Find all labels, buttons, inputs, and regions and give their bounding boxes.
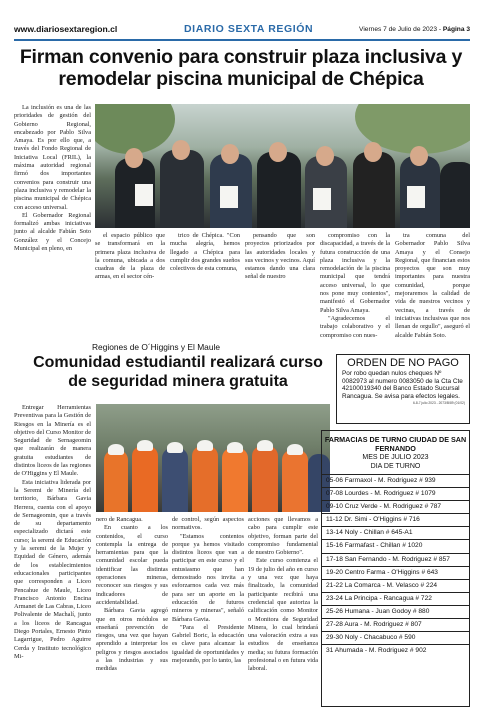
pharmacy-subtitle: DIA DE TURNO (370, 463, 421, 470)
article1-col2-para: el espacio público que se transformará en la primera plaza inclusiva de la comuna, ubicada a dos cuadras de la plaza de armas, en el sector cén- (95, 232, 165, 281)
pharmacy-row: 19-20 Centro Farma - O'Higgins # 643 (322, 567, 469, 580)
photo-worker (252, 446, 278, 512)
article2-column-4 (248, 516, 318, 674)
photo-figure-head (125, 148, 143, 168)
article1-column-6 (395, 232, 470, 340)
article1-col1-para-2: El Gobernador Regional formalizó ambas iniciativas junto al alcalde Fabián Soto González y el Concejo Municipal en pleno, en (14, 211, 91, 253)
article2-headline: Comunidad estudiantil realizará curso de seguridad minera gratuita (33, 354, 323, 390)
photo-figure (160, 150, 204, 228)
article2-column-3 (172, 516, 244, 665)
no-payment-notice (336, 354, 470, 424)
photo-helmet (227, 442, 243, 453)
photo-worker (192, 446, 218, 512)
pharmacy-title: FARMACIAS DE TURNO CIUDAD DE SAN FERNANDO (324, 435, 467, 453)
article2-col4-para-2: Este curso comienza el 19 de julio del año en curso y una vez que haya finalizado, la comunidad participante recibirá una credencial que autoriza la calificación como Monitor o Monitora de Seguridad Minera, lo cual brindará una valoración extra a sus estudios de enseñanza media; su futura formación profesional o en futura vida laboral. (248, 557, 318, 673)
masthead-rule (14, 39, 470, 41)
photo-worker (132, 446, 158, 512)
photo-helmet (257, 440, 273, 451)
photo-worker (162, 448, 188, 512)
photo-figure (257, 152, 301, 228)
pharmacy-row: 27-28 Aura - M. Rodriguez # 807 (322, 619, 469, 632)
article2-col2-para-1: nero de Rancagua. (96, 516, 143, 523)
photo-helmet (108, 444, 124, 455)
issue-date-text: Viernes 7 de Julio de 2023 - (359, 25, 443, 33)
article2-photo (96, 404, 330, 512)
pharmacy-row: 29-30 Noly - Chacabuco # 590 (322, 632, 469, 645)
article2-col4-para-1: acciones que llevamos a cabo para cumplir este objetivo, forman parte del compromiso fundamental de nuestro Gobierno". (248, 516, 318, 557)
article1-column-4 (245, 232, 315, 282)
photo-figure-head (221, 144, 239, 164)
photo-figure-head (269, 142, 287, 162)
newspaper-name: DIARIO SEXTA REGIÓN (184, 23, 314, 35)
article1-headline: Firman convenio para construir plaza inclusiva y remodelar piscina municipal de Chépica (19, 46, 463, 90)
notice-title: ORDEN DE NO PAGO (347, 357, 459, 369)
photo-document (407, 186, 425, 208)
pharmacy-schedule (321, 430, 470, 707)
photo-document (220, 186, 238, 208)
photo-worker (222, 448, 248, 512)
photo-figure-head (316, 146, 334, 166)
article1-column-3 (170, 232, 240, 273)
pharmacy-row: 21-22 La Comarca - M. Velasco # 224 (322, 580, 469, 593)
photo-helmet (167, 442, 183, 453)
article1-col1-para-1: La inclusión es una de las prioridades de gestión del Gobierno Regional, encabezado por Pablo Silva Amaya. Es por ello que, a través del Fondo Regional de Iniciativa Local (FRIL), la máxima autoridad regional firmó dos importantes convenios para construir una plaza inclusiva y remodelar la piscina municipal de Chépica con acceso universal. (14, 104, 91, 211)
article1-col4-para: pensando que son proyectos priorizados por las autoridades locales y sus vecinos y vecinos. Aquí estamos dando una clara señal de nuestro (245, 232, 315, 281)
article2-col1-para-1: Entregar Herramientas Preventivas para la Gestión de Riesgos en la Minería es el objetivo del Curso Monitor de Seguridad de Sernageomin que realizarán de manera gratuita estudiantes de distintos liceos de las regiones de O'Higgins y El Maule. (14, 404, 91, 478)
photo-helmet (137, 440, 153, 451)
article2-column-2 (96, 516, 168, 674)
pharmacy-row: 07-08 Lourdes - M. Rodriguez # 1079 (322, 488, 469, 501)
article1-col5-para-2: "Agradecemos el trabajo colaborativo y el compromiso con nues- (320, 314, 390, 339)
article2-col2-para-3: Bárbara Gavia agregó que en otros módulos se enseñará prevención de riesgos, una vez que hayan aprendido a interpretar los peligros y riesgos asociados a las industrias y sus medidas (96, 607, 168, 673)
article2-col3-para-1: de control, según aspectos normativos. (172, 516, 244, 532)
article2-col1-para-2: Esta iniciativa liderada por la Seremi de Minería del territorio, Bárbara Gavia Herrera, cuenta con el apoyo de Sernageomin, que a través de su departamento especializado dictará este curso; la seremi de Educación y la seremi de la Mujer y Equidad de Género, además de los establecimientos educacionales participantes que corresponden a Liceo Pencahue de Maule, Liceo Francisco Antonio Encina Armanet de Las Cabras, Liceo Polivalente de Machalí, junto a los liceos de Rancagua Diego Portales, Ernesto Pinto Lagarrigue, Pedro Aguirre Cerda y Instituto tecnológico Mi- (14, 478, 91, 660)
article2-col3-para-3: "Para el Presidente Gabriel Boric, la educación es clave para alcanzar la igualdad de oportunidades y mejorando, por lo tanto, las (172, 623, 244, 665)
article2-col2-para-2: En cuanto a los contenidos, el curso contempla la entrega de herramientas para que la comunidad escolar pueda identificar las distintas operaciones mineras, reconocer sus riesgos y sus indicadores de accidentabilidad. (96, 524, 168, 606)
issue-date (359, 26, 470, 33)
photo-helmet (287, 444, 303, 455)
photo-figure-head (364, 142, 382, 162)
article1-column-1 (14, 104, 91, 253)
notice-body: Por robo quedan nulos cheques Nº 0082973 al numero 0083050 de la Cta Cte 42100019340 del Banco Estado Sucursal Rancagua. Se avisa para efectos legales. (342, 370, 463, 400)
masthead (14, 20, 470, 38)
article1-photo (95, 104, 470, 228)
pharmacy-row: 05-06 Farmaxol - M. Rodriguez # 939 (322, 475, 469, 488)
site-url[interactable]: www.diariosextaregion.cl (14, 24, 118, 34)
article1-col5-para-1: compromiso con la discapacidad, a través de la futura construcción de una plaza inclusiva y la remodelación de la piscina municipal que tendrá acceso universal, lo que nos pone muy contentos", manifestó el Gobernador Pablo Silva Amaya. (320, 232, 390, 314)
photo-worker (104, 450, 128, 512)
pharmacy-month: MES DE JULIO 2023 (362, 454, 429, 461)
photo-document (135, 184, 153, 206)
pharmacy-row: 25-26 Humana - Juan Godoy # 880 (322, 606, 469, 619)
pharmacy-row: 11-12 Dr. Simi - O'Higgins # 716 (322, 514, 469, 527)
article2-kicker: Regiones de O´Higgins y El Maule (92, 342, 221, 352)
pharmacy-row: 13-14 Noly - Chillan # 645-A1 (322, 527, 469, 540)
pharmacy-row: 09-10 Cruz Verde - M. Rodriguez # 787 (322, 501, 469, 514)
article1-column-5 (320, 232, 390, 340)
article1-col3-para: trico de Chépica. "Con mucha alegría, hemos llegado a Chépica para cumplir dos grandes sueños colectivos de esta comuna, (170, 232, 240, 273)
pharmacy-row: 15-16 Farmafast - Chillan # 1020 (322, 540, 469, 553)
photo-figure-head (410, 146, 428, 166)
pharmacy-row: 17-18 San Fernando - M. Rodriguez # 857 (322, 554, 469, 567)
pharmacy-row: 31 Ahumada - M. Rodriguez # 902 (326, 647, 427, 655)
pharmacy-header (322, 431, 469, 475)
article1-col6-para: tra comuna del Gobernador Pablo Silva Amaya y el Consejo Regional, que financian estos proyectos que son muy importantes para nuestra comunidad, porque mejoraremos la calidad de vida de nuestros vecinos y vecinas, a través de iniciativas inclusivas que nos llenan de orgullo", aseguró el alcalde Fabián Soto. (395, 232, 470, 339)
article2-col3-para-2: "Estamos contentos porque ya hemos visitado distintos liceos que van a participar en este curso y el entusiasmo que han demostrado nos invita a esforzarnos cada vez más para ser un aporte en la educación de futuros mineros y mineras", señaló Bárbara Gavia. (172, 532, 244, 623)
article2-column-1 (14, 404, 91, 661)
photo-figure-head (172, 140, 190, 160)
article1-column-2 (95, 232, 165, 282)
photo-worker (282, 450, 308, 512)
photo-document (313, 188, 331, 210)
photo-figure (440, 162, 470, 228)
photo-helmet (197, 440, 213, 451)
pharmacy-row: 23-24 La Principa - Rancagua # 722 (322, 593, 469, 606)
notice-reference: 6-8-7 julio 2023 - 2073/B/89 (01/02) (412, 401, 465, 406)
page-number: Página 3 (442, 25, 470, 33)
photo-figure (353, 152, 395, 228)
photo-foliage (95, 104, 175, 154)
